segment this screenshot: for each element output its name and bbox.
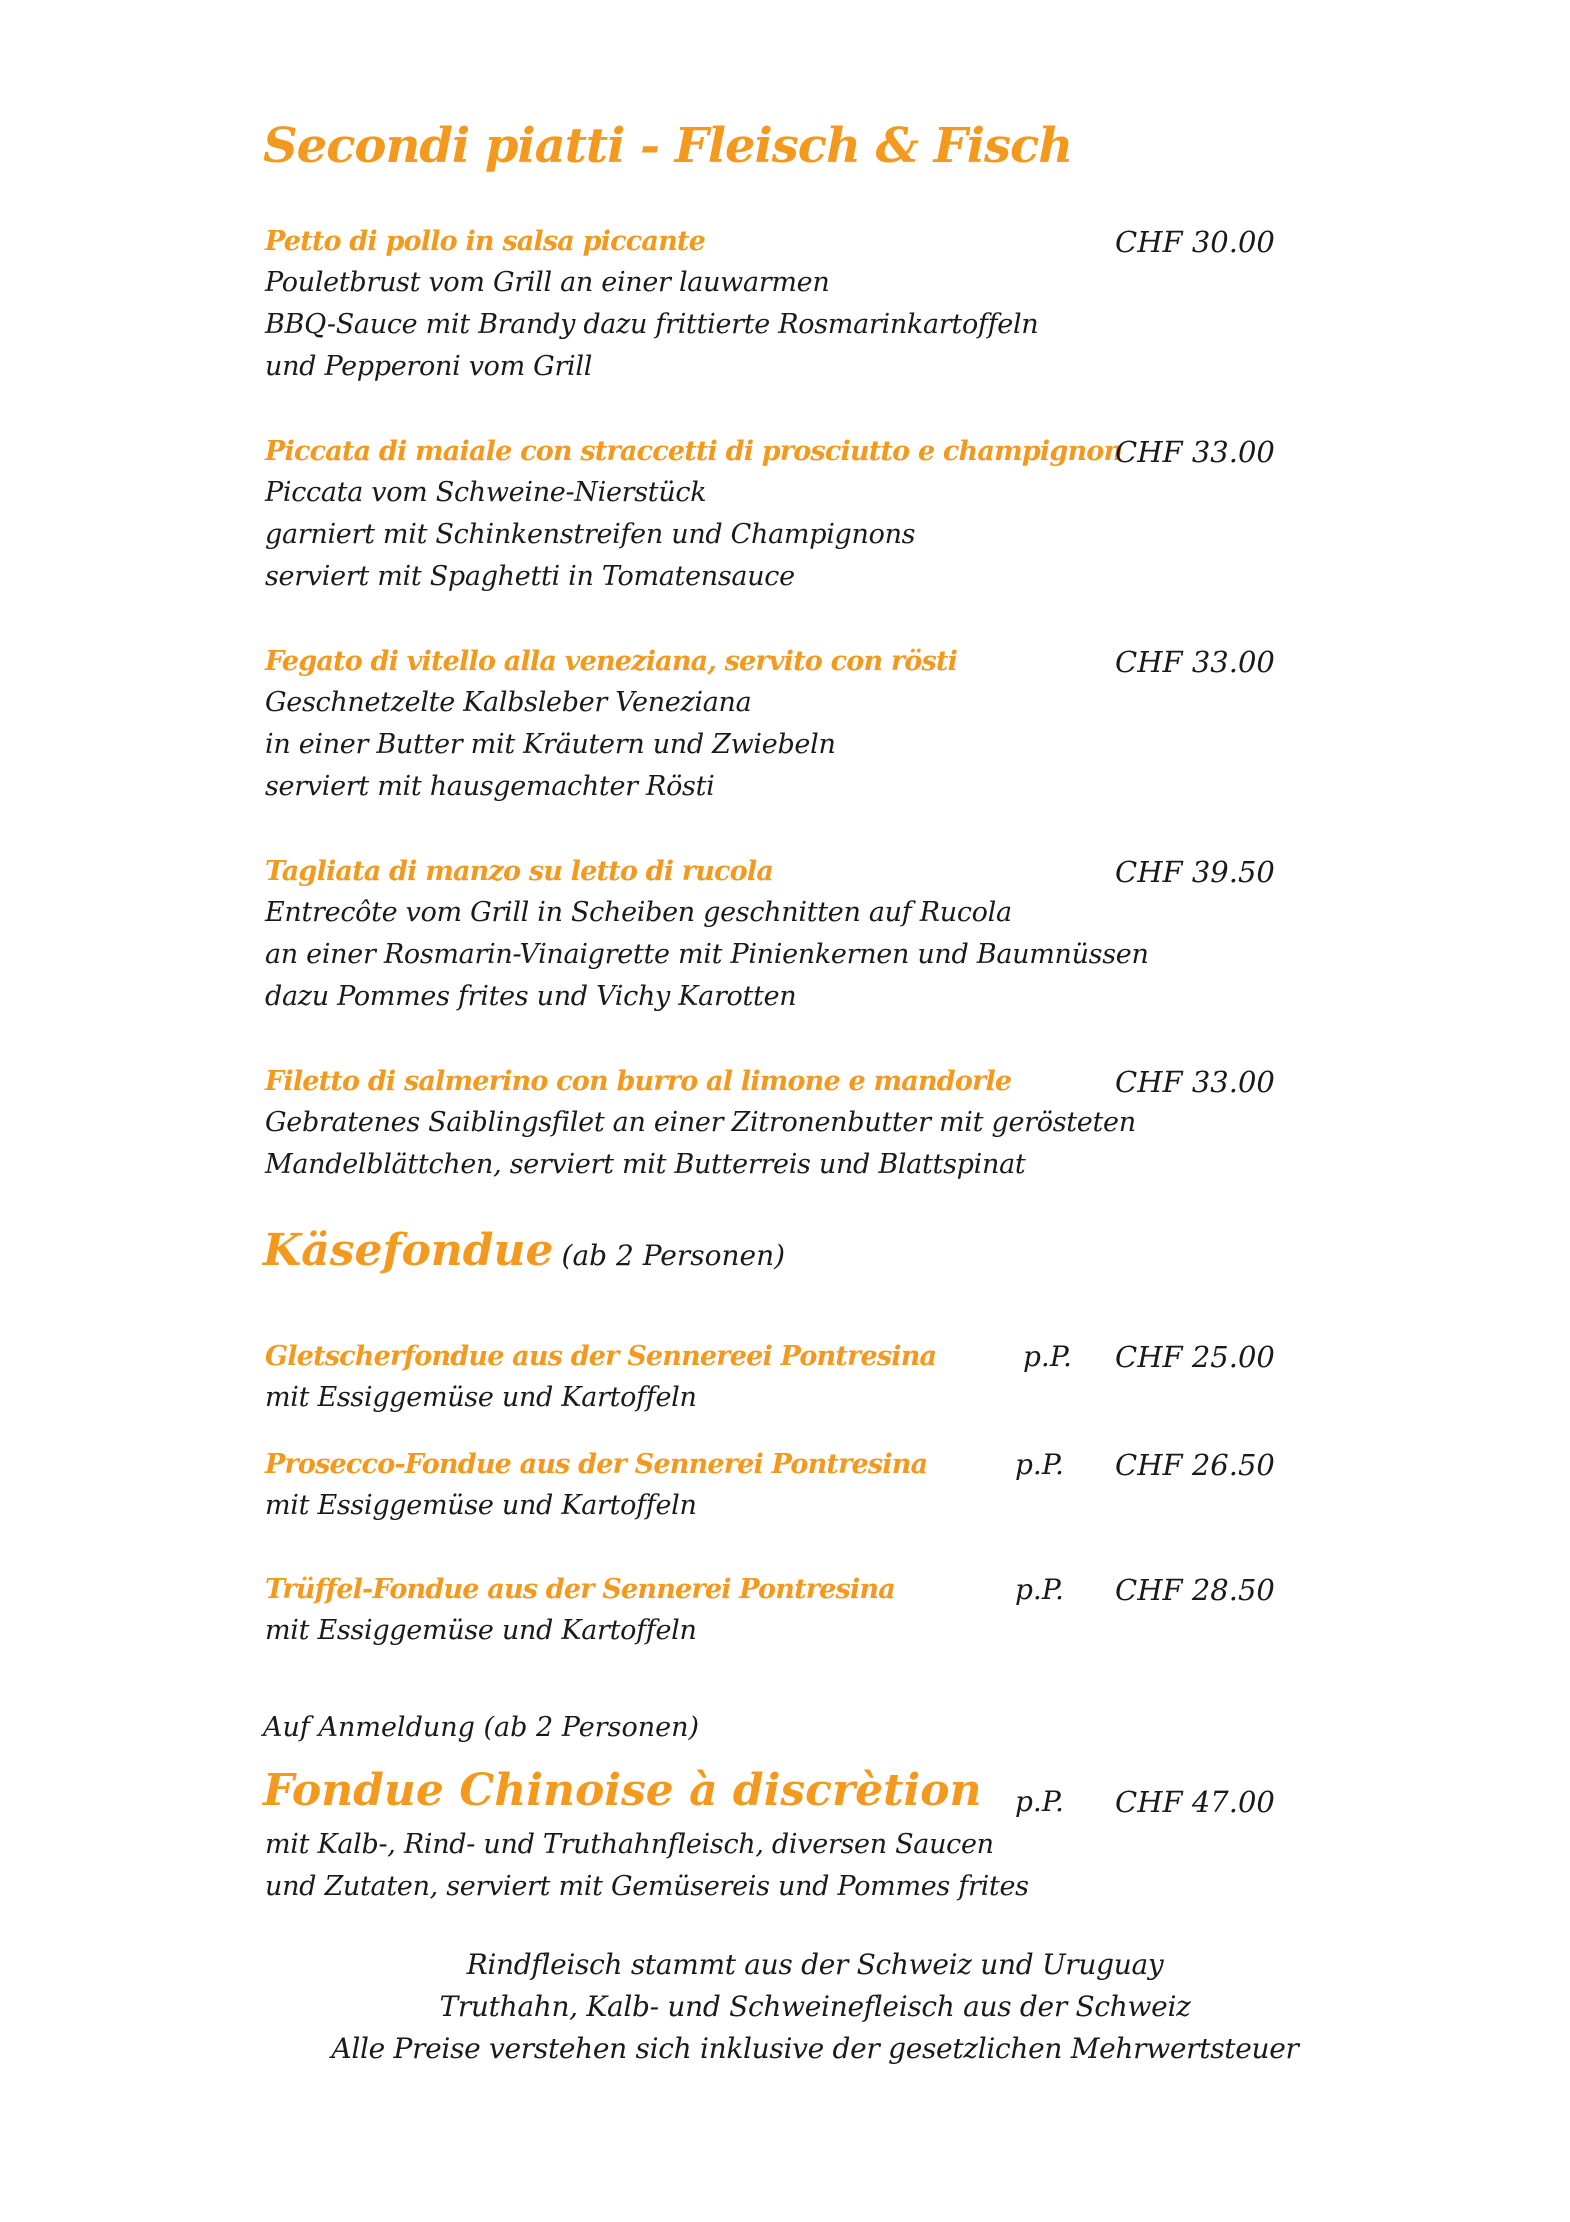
item-desc-line: Gebratenes Saiblingsfilet an einer Zitronenbutter mit gerösteten (265, 1107, 1136, 1138)
footer-notes (0, 1944, 1570, 2070)
item-desc-line: Piccata vom Schweine-Nierstück (265, 477, 707, 508)
item-desc-line: und Zutaten, serviert mit Gemüsereis und Pommes frites (265, 1871, 1029, 1902)
footer-line: Truthahn, Kalb- und Schweinefleisch aus der Schweiz (439, 1990, 1191, 2023)
item-price: CHF 33.00 (1115, 645, 1275, 679)
menu-item (265, 1445, 1275, 1527)
section-title-chinoise: Fondue Chinoise à discrètion (263, 1765, 982, 1816)
section-title-fondue (263, 1225, 785, 1276)
menu-item (265, 1570, 1275, 1652)
item-name: Gletscherfondue aus der Sennereei Pontresina (265, 1341, 937, 1372)
item-price: CHF 26.50 (1115, 1448, 1275, 1482)
menu-item (265, 1337, 1275, 1419)
item-name: Trüffel-Fondue aus der Sennerei Pontresina (265, 1574, 895, 1605)
item-desc-line: Entrecôte vom Grill in Scheiben geschnitten auf Rucola (265, 897, 1012, 928)
item-desc-line: serviert mit Spaghetti in Tomatensauce (265, 561, 795, 592)
item-desc-line: BBQ-Sauce mit Brandy dazu frittierte Rosmarinkartoffeln (265, 309, 1039, 340)
per-person-label: p.P. (1015, 1785, 1064, 1818)
item-desc-line: mit Essiggemüse und Kartoffeln (265, 1382, 697, 1413)
footer-line: Alle Preise verstehen sich inklusive der gesetzlichen Mehrwertsteuer (331, 2032, 1299, 2065)
item-desc-line: Pouletbrust vom Grill an einer lauwarmen (265, 267, 830, 298)
item-price: CHF 25.00 (1115, 1340, 1275, 1374)
item-desc-line: Geschnetzelte Kalbsleber Veneziana (265, 687, 752, 718)
item-desc-line: mit Essiggemüse und Kartoffeln (265, 1615, 697, 1646)
per-person-label: p.P. (1015, 1448, 1064, 1481)
item-name: Prosecco-Fondue aus der Sennerei Pontresina (265, 1449, 928, 1480)
per-person-label: p.P. (1023, 1340, 1072, 1373)
menu-item (265, 642, 1275, 808)
item-desc-line: Mandelblättchen, serviert mit Butterreis und Blattspinat (265, 1149, 1026, 1180)
menu-item (265, 222, 1275, 388)
menu-item (265, 1062, 1275, 1186)
item-price: CHF 47.00 (1115, 1785, 1275, 1819)
menu-item (265, 852, 1275, 1018)
item-price: CHF 28.50 (1115, 1573, 1275, 1607)
chinoise-description (265, 1824, 1275, 1908)
item-desc-line: mit Kalb-, Rind- und Truthahnfleisch, diversen Saucen (265, 1829, 994, 1860)
item-price: CHF 30.00 (1115, 225, 1275, 259)
item-desc-line: garniert mit Schinkenstreifen und Champignons (265, 519, 916, 550)
fondue-title: Käsefondue (263, 1225, 554, 1276)
per-person-label: p.P. (1015, 1573, 1064, 1606)
item-name: Tagliata di manzo su letto di rucola (265, 856, 774, 887)
item-name: Piccata di maiale con straccetti di prosciutto e champignon (265, 436, 1123, 467)
item-price: CHF 33.00 (1115, 435, 1275, 469)
menu-item (265, 432, 1275, 598)
item-name: Petto di pollo in salsa piccante (265, 226, 705, 257)
item-desc-line: in einer Butter mit Kräutern und Zwiebeln (265, 729, 836, 760)
item-name: Fegato di vitello alla veneziana, servito con rösti (265, 646, 958, 677)
item-price: CHF 39.50 (1115, 855, 1275, 889)
item-price: CHF 33.00 (1115, 1065, 1275, 1099)
item-desc-line: an einer Rosmarin-Vinaigrette mit Pinienkernen und Baumnüssen (265, 939, 1149, 970)
section-title-main: Secondi piatti - Fleisch & Fisch (263, 118, 1073, 174)
item-desc-line: dazu Pommes frites und Vichy Karotten (265, 981, 797, 1012)
item-desc-line: serviert mit hausgemachter Rösti (265, 771, 715, 802)
reservation-note: Auf Anmeldung (ab 2 Personen) (263, 1712, 699, 1743)
item-desc-line: mit Essiggemüse und Kartoffeln (265, 1490, 697, 1521)
footer-line: Rindfleisch stammt aus der Schweiz und Uruguay (466, 1948, 1164, 1981)
fondue-note: (ab 2 Personen) (561, 1239, 786, 1272)
item-name: Filetto di salmerino con burro al limone e mandorle (265, 1066, 1012, 1097)
item-desc-line: und Pepperoni vom Grill (265, 351, 593, 382)
